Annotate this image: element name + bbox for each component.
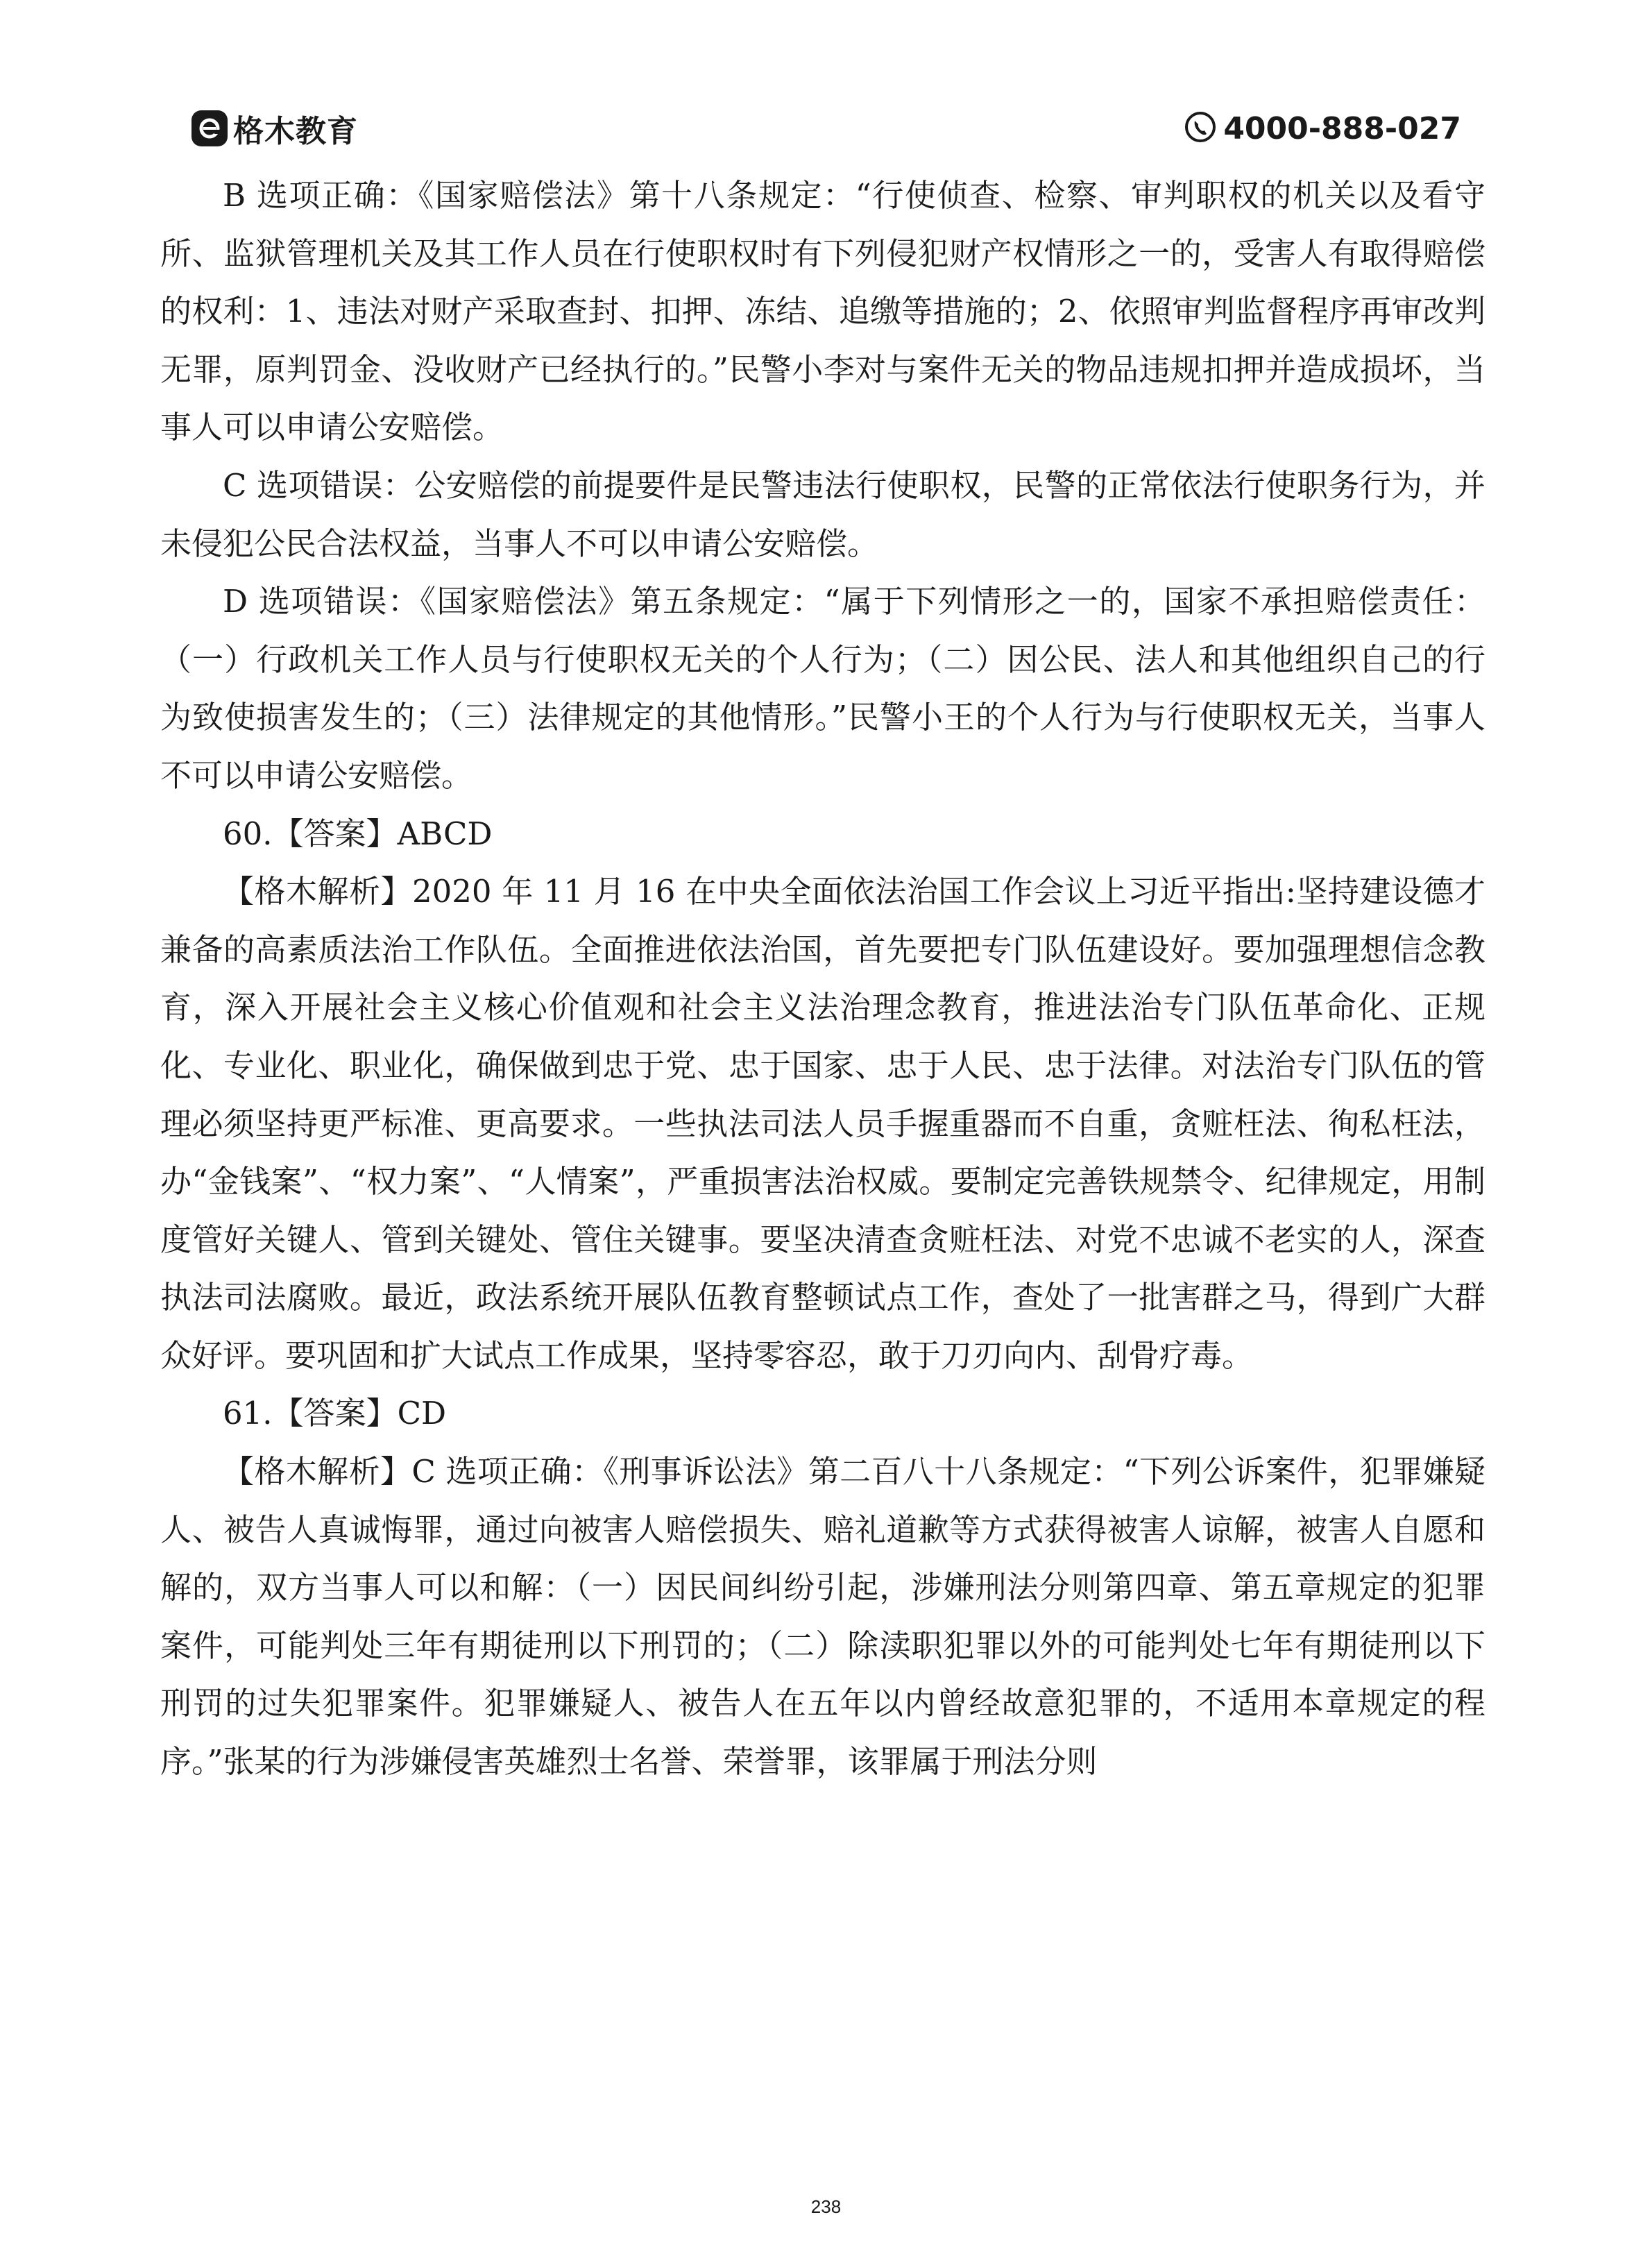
brand-name: 格木教育: [233, 114, 358, 149]
logo-e-icon: [191, 110, 228, 146]
hotline-number: 4000-888-027: [1223, 110, 1461, 146]
paragraph-option-c: C 选项错误：公安赔偿的前提要件是民警违法行使职权，民警的正常依法行使职务行为，并未侵犯公民合法权益，当事人不可以申请公安赔偿。: [160, 466, 1485, 562]
brand-logo: [191, 104, 358, 153]
answer-61: 61.【答案】CD: [223, 1395, 447, 1432]
page-number: 238: [810, 2196, 842, 2217]
phone-handset-icon: [1184, 111, 1216, 146]
analysis-61: 【格木解析】C 选项正确：《刑事诉讼法》第二百八十八条规定：“下列公诉案件，犯罪嫌疑人、被告人真诚悔罪，通过向被害人赔偿损失、赔礼道歉等方式获得被害人谅解，被害人自愿和解的，双方当事人可以和解：（一）因民间纠纷引起，涉嫌刑法分则第四章、第五章规定的犯罪案件，可能判处三年有期徒刑以下刑罚的；（二）除渎职犯罪以外的可能判处七年有期徒刑以下刑罚的过失犯罪案件。犯罪嫌疑人、被告人在五年以内曾经故意犯罪的，不适用本章规定的程序。”张某的行为涉嫌侵害英雄烈士名誉、荣誉罪，该罪属于刑法分则: [160, 1453, 1485, 1781]
paragraph-option-b: B 选项正确：《国家赔偿法》第十八条规定：“行使侦查、检察、审判职权的机关以及看守所、监狱管理机关及其工作人员在行使职权时有下列侵犯财产权情形之一的，受害人有取得赔偿的权利：1、违法对财产采取查封、扣押、冻结、追缴等措施的；2、依照审判监督程序再审改判无罪，原判罚金、没收财产已经执行的。”民警小李对与案件无关的物品违规扣押并造成损坏，当事人可以申请公安赔偿。: [160, 177, 1485, 446]
paragraph-option-d: D 选项错误：《国家赔偿法》第五条规定：“属于下列情形之一的，国家不承担赔偿责任：（一）行政机关工作人员与行使职权无关的个人行为；（二）因公民、法人和其他组织自己的行为致使损害发生的；（三）法律规定的其他情形。”民警小王的个人行为与行使职权无关，当事人不可以申请公安赔偿。: [160, 583, 1485, 794]
analysis-60: 【格木解析】2020 年 11 月 16 在中央全面依法治国工作会议上习近平指出:坚持建设德才兼备的高素质法治工作队伍。全面推进依法治国，首先要把专门队伍建设好。要加强理想信念教育，深入开展社会主义核心价值观和社会主义法治理念教育，推进法治专门队伍革命化、正规化、专业化、职业化，确保做到忠于党、忠于国家、忠于人民、忠于法律。对法治专门队伍的管理必须坚持更严标准、更高要求。一些执法司法人员手握重器而不自重，贪赃枉法、徇私枉法，办“金钱案”、“权力案”、“人情案”，严重损害法治权威。要制定完善铁规禁令、纪律规定，用制度管好关键人、管到关键处、管住关键事。要坚决清查贪赃枉法、对党不忠诚不老实的人，深查执法司法腐败。最近，政法系统开展队伍教育整顿试点工作，查处了一批害群之马，得到广大群众好评。要巩固和扩大试点工作成果，坚持零容忍，敢于刀刃向内、刮骨疗毒。: [160, 873, 1485, 1374]
document-body: [160, 167, 1485, 1791]
hotline: [1184, 104, 1461, 153]
page-header: [191, 104, 1461, 153]
answer-60: 60.【答案】ABCD: [223, 815, 493, 852]
